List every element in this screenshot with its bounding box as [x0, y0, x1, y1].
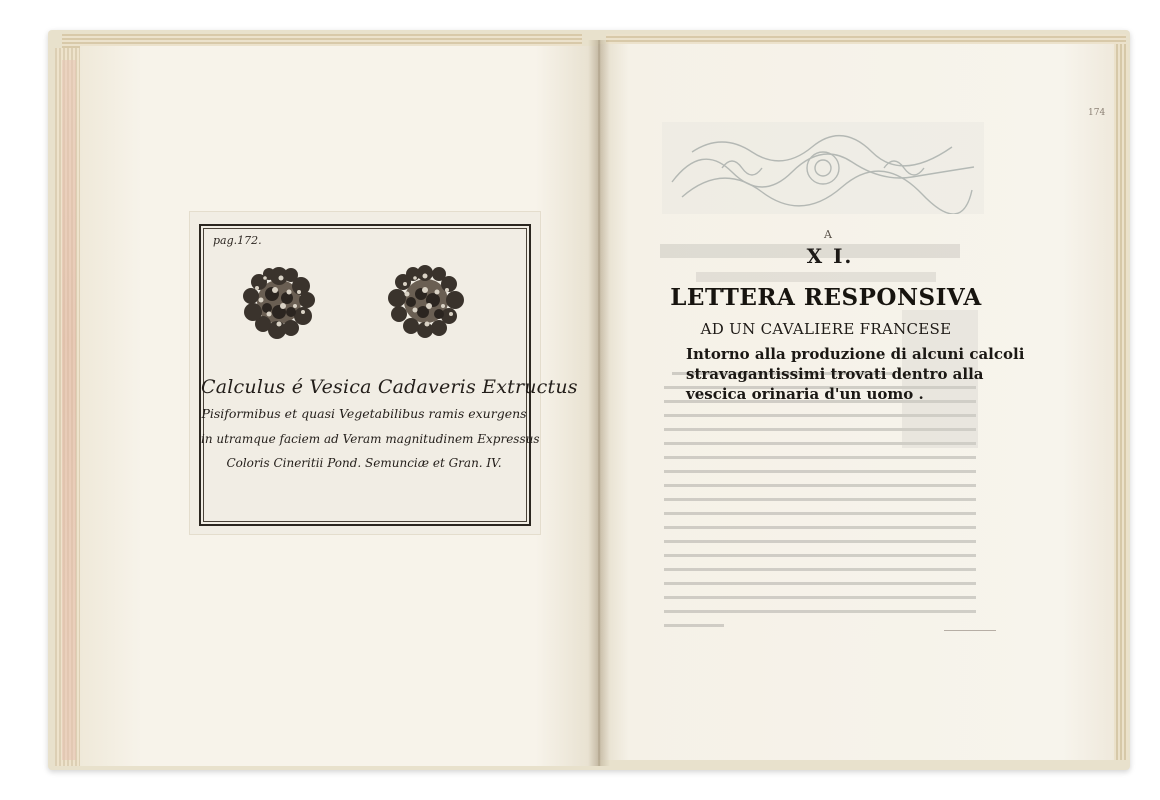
intro-line: Intorno alla produzione di alcuni calcoli	[686, 345, 1025, 363]
book-gutter	[588, 40, 610, 766]
letter-number: X I.	[806, 244, 854, 268]
calculus-illustration-front	[239, 262, 319, 342]
plate-caption-line-4: Coloris Cineritii Pond. Semunciæ et Gran. IV.	[226, 456, 502, 470]
end-rule	[944, 630, 996, 631]
calculus-illustration-back	[385, 260, 467, 342]
plate-frame	[199, 224, 578, 526]
letter-subtitle: AD UN CAVALIERE FRANCESE	[700, 320, 952, 338]
signature-mark: A	[824, 228, 832, 241]
folio-number: 174	[1088, 108, 1106, 118]
letter-title: LETTERA RESPONSIVA	[670, 284, 982, 311]
letter-intro	[686, 344, 1025, 404]
plate-caption-line-2: Pisiformibus et quasi Vegetabilibus ramis exurgens	[201, 406, 527, 421]
page-edges-left-tint	[62, 60, 76, 760]
decorative-headpiece-showthrough	[662, 122, 984, 214]
plate-caption-title: Calculus é Vesica Cadaveris Extructus	[201, 376, 578, 398]
page-edges-right	[1112, 44, 1128, 760]
plate-page-reference: pag.172.	[213, 234, 262, 247]
intro-line: vescica orinaria d'un uomo .	[686, 385, 924, 403]
engraved-plate	[190, 212, 578, 534]
plate-caption-line-3: in utramque faciem ad Veram magnitudinem Expressus	[201, 432, 540, 446]
intro-line: stravagantissimi trovati dentro alla	[686, 365, 984, 383]
